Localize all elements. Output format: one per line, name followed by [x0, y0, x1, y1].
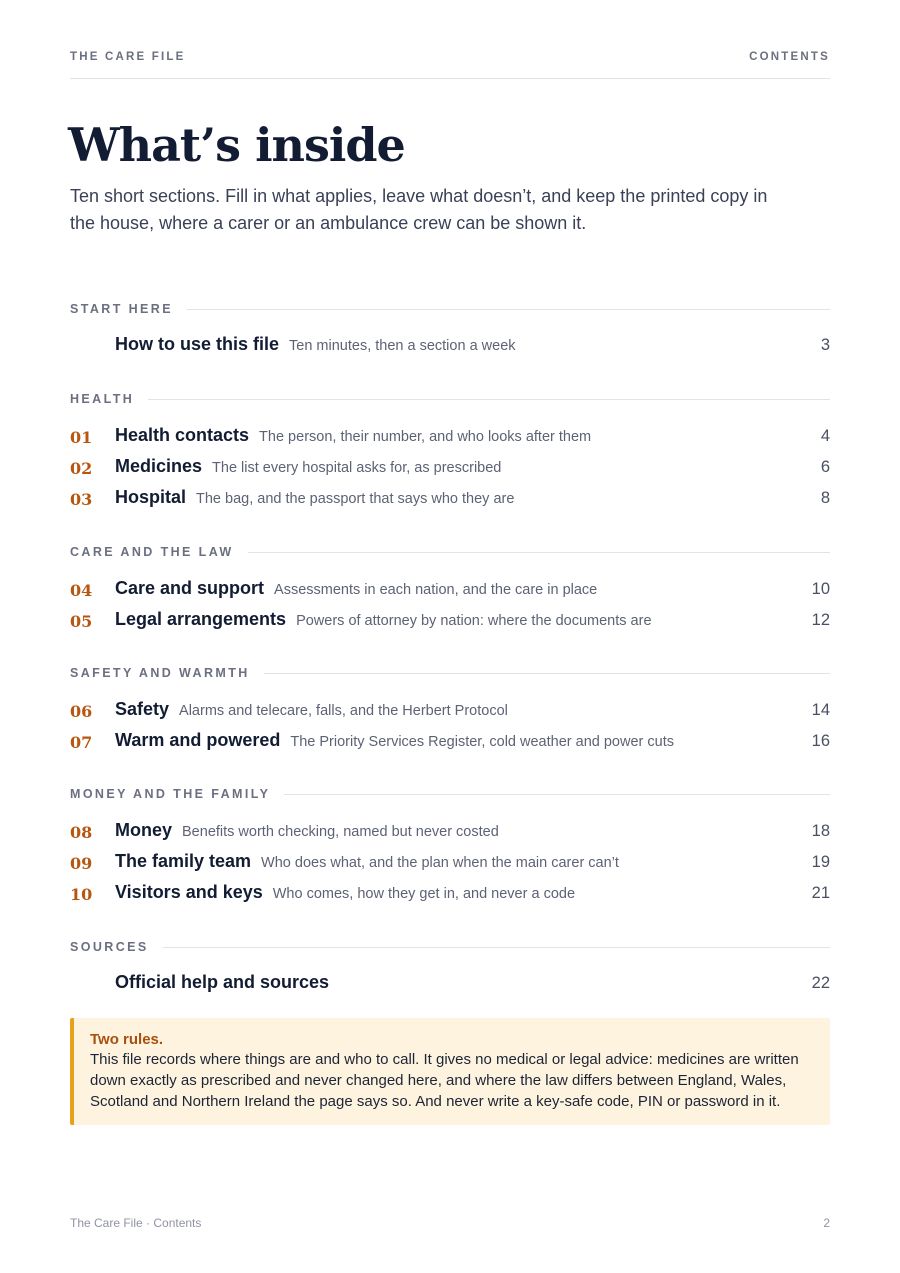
entry-subtitle: Assessments in each nation, and the care in place — [274, 582, 598, 598]
toc-entry-how-to-use[interactable] — [70, 334, 830, 360]
entry-title[interactable]: Warm and powered — [115, 730, 281, 750]
section-heading-sources — [70, 939, 830, 955]
section-heading-start-here — [70, 301, 830, 317]
entry-subtitle: The person, their number, and who looks after them — [259, 429, 592, 445]
toc-entry-legal-arrangements[interactable] — [70, 609, 830, 635]
entry-subtitle: Who does what, and the plan when the main carer can’t — [261, 855, 619, 871]
entry-page-number: 12 — [811, 611, 830, 629]
entry-number: 04 — [70, 581, 93, 600]
entry-title[interactable]: Care and support — [115, 578, 265, 598]
entry-number: 08 — [70, 823, 93, 842]
entry-number: 01 — [70, 428, 93, 447]
toc-entry-official-help[interactable] — [70, 972, 830, 998]
entry-page-number: 16 — [811, 732, 830, 750]
entry-title[interactable]: Medicines — [115, 456, 203, 476]
section-rule — [70, 399, 830, 400]
page-title: What’s inside — [68, 118, 405, 172]
entry-page-number: 4 — [820, 427, 830, 445]
toc-entry-money[interactable] — [70, 820, 830, 846]
footer-page-number: 2 — [823, 1216, 830, 1230]
entry-number: 07 — [70, 733, 93, 752]
section-label: MONEY AND THE FAMILY — [70, 787, 284, 801]
entry-subtitle: Ten minutes, then a section a week — [289, 338, 516, 354]
entry-subtitle: Who comes, how they get in, and never a code — [272, 886, 576, 902]
toc-entry-family-team[interactable] — [70, 851, 830, 877]
entry-subtitle: Benefits worth checking, named but never costed — [182, 824, 499, 840]
section-heading-money-and-the-family — [70, 786, 830, 802]
running-footer — [70, 1216, 830, 1230]
entry-subtitle: Powers of attorney by nation: where the documents are — [296, 613, 652, 629]
toc-entry-hospital[interactable] — [70, 487, 830, 513]
footer-document-name: The Care File · Contents — [70, 1216, 202, 1230]
entry-title[interactable]: Safety — [115, 699, 170, 719]
header-section-name: CONTENTS — [749, 51, 830, 63]
section-label: SOURCES — [70, 940, 163, 954]
entry-title[interactable]: Money — [115, 820, 173, 840]
entry-number: 03 — [70, 490, 93, 509]
section-label: START HERE — [70, 302, 187, 316]
header-document-name: THE CARE FILE — [70, 51, 186, 63]
callout-heading: Two rules. — [90, 1031, 164, 1048]
entry-page-number: 18 — [811, 822, 830, 840]
entry-title[interactable]: Visitors and keys — [115, 882, 263, 902]
entry-page-number: 3 — [820, 336, 830, 354]
entry-subtitle: The Priority Services Register, cold weather and power cuts — [290, 734, 674, 750]
callout-body: This file records where things are and who to call. It gives no medical or legal advice: medicines are written down exactly as prescribed and never changed here, and where the law differs between England, Wales, Scotland and Northern Ireland the page says so. And never write a key-safe code, PIN or password in it. — [90, 1051, 799, 1110]
running-header — [70, 50, 830, 79]
contents-page — [70, 0, 830, 1273]
toc-entry-warm-and-powered[interactable] — [70, 730, 830, 756]
section-label: CARE AND THE LAW — [70, 545, 248, 559]
section-heading-care-and-the-law — [70, 544, 830, 560]
entry-page-number: 10 — [811, 580, 830, 598]
entry-number: 10 — [70, 885, 93, 904]
section-label: HEALTH — [70, 392, 148, 406]
toc-entry-safety[interactable] — [70, 699, 830, 725]
entry-subtitle: Alarms and telecare, falls, and the Herbert Protocol — [179, 703, 508, 719]
toc-entry-care-and-support[interactable] — [70, 578, 830, 604]
section-rule — [70, 947, 830, 948]
entry-title[interactable]: Health contacts — [115, 425, 250, 445]
section-heading-safety-and-warmth — [70, 665, 830, 681]
entry-page-number: 6 — [820, 458, 830, 476]
entry-page-number: 21 — [811, 884, 830, 902]
entry-subtitle: The bag, and the passport that says who they are — [196, 491, 515, 507]
toc-entry-visitors-and-keys[interactable] — [70, 882, 830, 908]
entry-number: 06 — [70, 702, 93, 721]
section-heading-health — [70, 391, 830, 407]
two-rules-callout — [70, 1018, 830, 1125]
entry-number: 05 — [70, 612, 93, 631]
entry-page-number: 22 — [811, 974, 830, 992]
entry-page-number: 8 — [820, 489, 830, 507]
entry-title[interactable]: How to use this file — [115, 334, 280, 354]
toc-entry-medicines[interactable] — [70, 456, 830, 482]
entry-title[interactable]: The family team — [115, 851, 252, 871]
entry-page-number: 19 — [811, 853, 830, 871]
entry-subtitle: The list every hospital asks for, as prescribed — [212, 460, 502, 476]
entry-title[interactable]: Legal arrangements — [115, 609, 287, 629]
entry-title[interactable]: Hospital — [115, 487, 187, 507]
entry-page-number: 14 — [811, 701, 830, 719]
intro-paragraph: Ten short sections. Fill in what applies, leave what doesn’t, and keep the printed copy in the house, where a carer or an ambulance crew can be shown it. — [70, 186, 768, 233]
entry-number: 02 — [70, 459, 93, 478]
entry-title[interactable]: Official help and sources — [115, 972, 330, 992]
section-label: SAFETY AND WARMTH — [70, 666, 264, 680]
toc-entry-health-contacts[interactable] — [70, 425, 830, 451]
entry-number: 09 — [70, 854, 93, 873]
